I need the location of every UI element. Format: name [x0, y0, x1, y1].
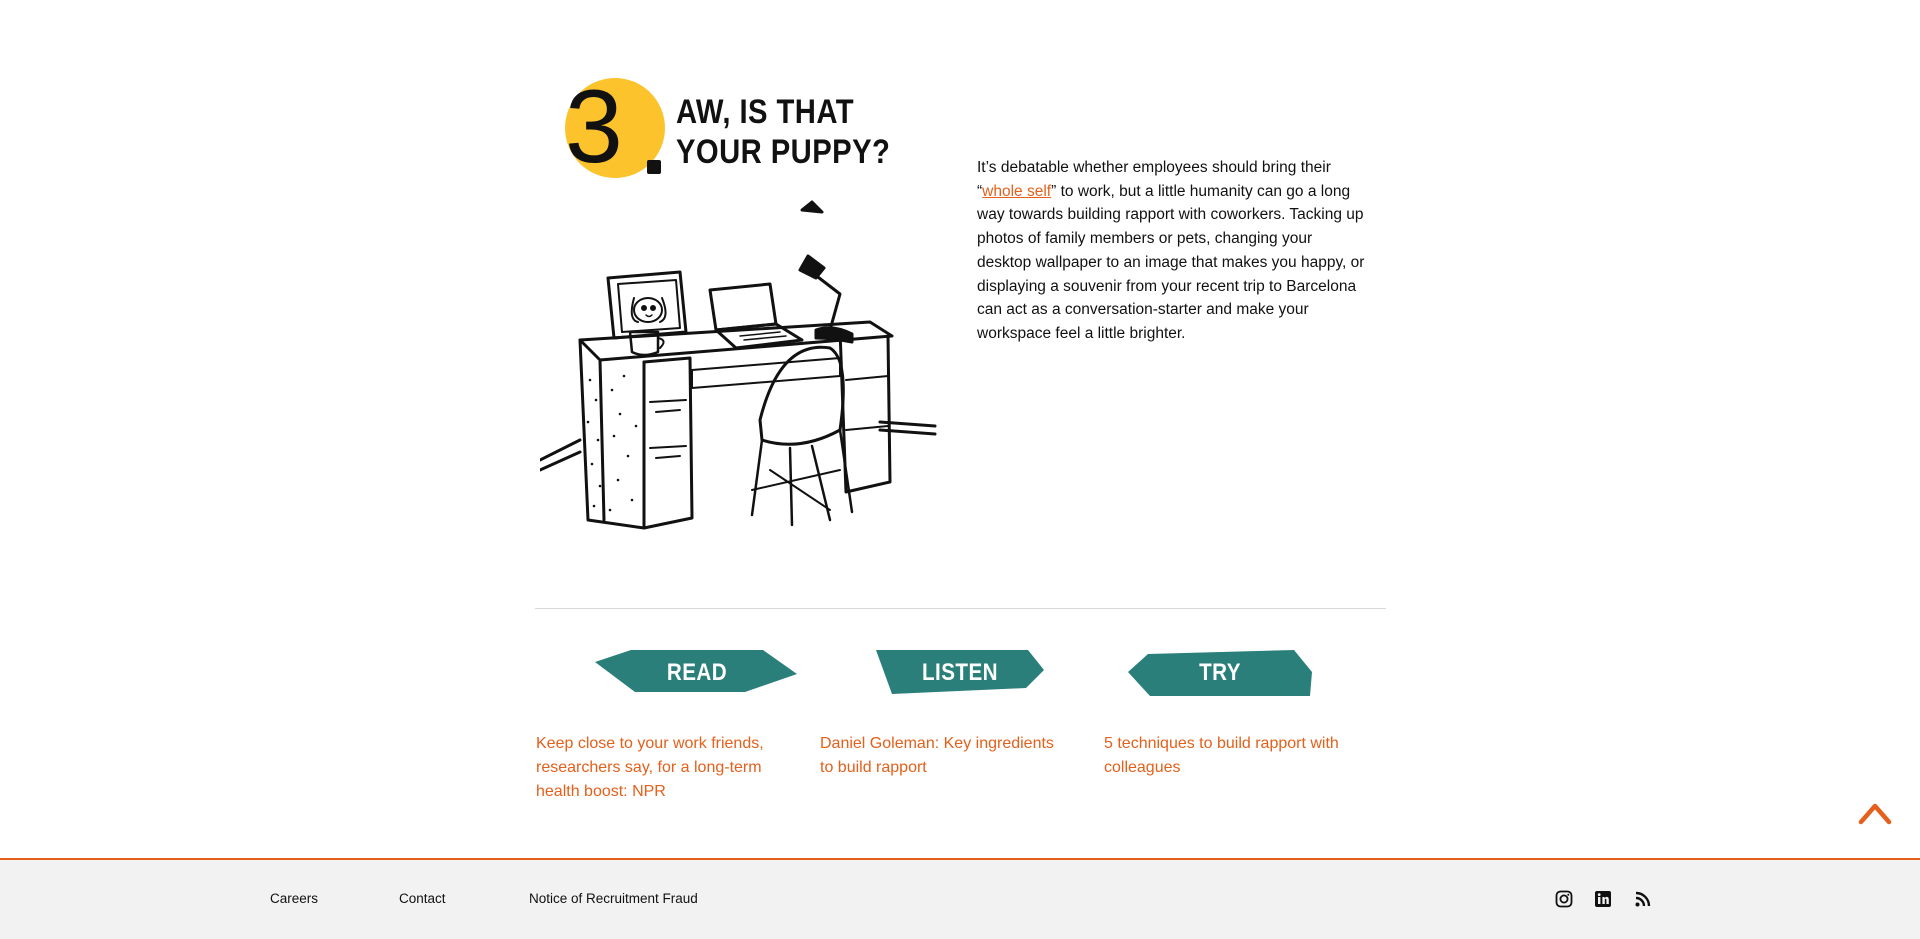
body-line-4: photos of family members or pets, changing your — [977, 230, 1313, 248]
body-line-7: can act as a conversation-starter and make your — [977, 301, 1309, 319]
number-dot — [647, 160, 661, 174]
section-body — [977, 156, 1397, 346]
chevron-up-icon[interactable] — [1858, 800, 1892, 826]
rss-icon[interactable] — [1634, 890, 1652, 908]
body-line-3: way towards building rapport with coworkers. Tacking up — [977, 206, 1364, 224]
read-label: READ — [666, 659, 728, 686]
body-line-5: desktop wallpaper to an image that makes you happy, or — [977, 253, 1365, 271]
body-line-6: displaying a souvenir from your recent trip to Barcelona — [977, 277, 1357, 295]
whole-self-link[interactable]: whole self — [982, 182, 1052, 200]
careers-link[interactable]: Careers — [270, 891, 319, 906]
section-heading-group — [535, 69, 915, 186]
try-label: TRY — [1199, 659, 1241, 686]
read-resource-link[interactable]: Keep close to your work friends, researchers say, for a long-term health boost: NPR — [536, 735, 764, 800]
body-line-2: to work, but a little humanity can go a long — [1056, 182, 1351, 200]
section-divider — [535, 608, 1386, 609]
site-footer — [0, 858, 1920, 939]
read-tag — [595, 648, 799, 698]
heading-line-1: AW, IS THAT — [676, 93, 855, 131]
instagram-icon[interactable] — [1555, 890, 1573, 908]
desk-illustration — [540, 190, 940, 550]
close-quote: ” — [1051, 182, 1057, 200]
linkedin-icon[interactable] — [1594, 890, 1612, 908]
recruitment-fraud-link[interactable]: Notice of Recruitment Fraud — [529, 891, 698, 906]
section-heading — [676, 92, 890, 172]
body-line-1: It’s debatable whether employees should bring their — [977, 159, 1331, 176]
section-number: 3 — [565, 69, 621, 185]
try-tag — [1128, 648, 1312, 698]
listen-label: LISTEN — [922, 659, 998, 686]
heading-line-2: YOUR PUPPY? — [676, 133, 891, 171]
open-quote: “ — [977, 182, 983, 200]
try-resource-link[interactable]: 5 techniques to build rapport with colleagues — [1104, 735, 1339, 776]
content-section — [535, 60, 1386, 550]
listen-resource-link[interactable]: Daniel Goleman: Key ingredients to build rapport — [820, 735, 1054, 776]
contact-link[interactable]: Contact — [399, 891, 446, 906]
body-line-8: workspace feel a little brighter. — [977, 324, 1186, 342]
listen-tag — [876, 648, 1044, 698]
